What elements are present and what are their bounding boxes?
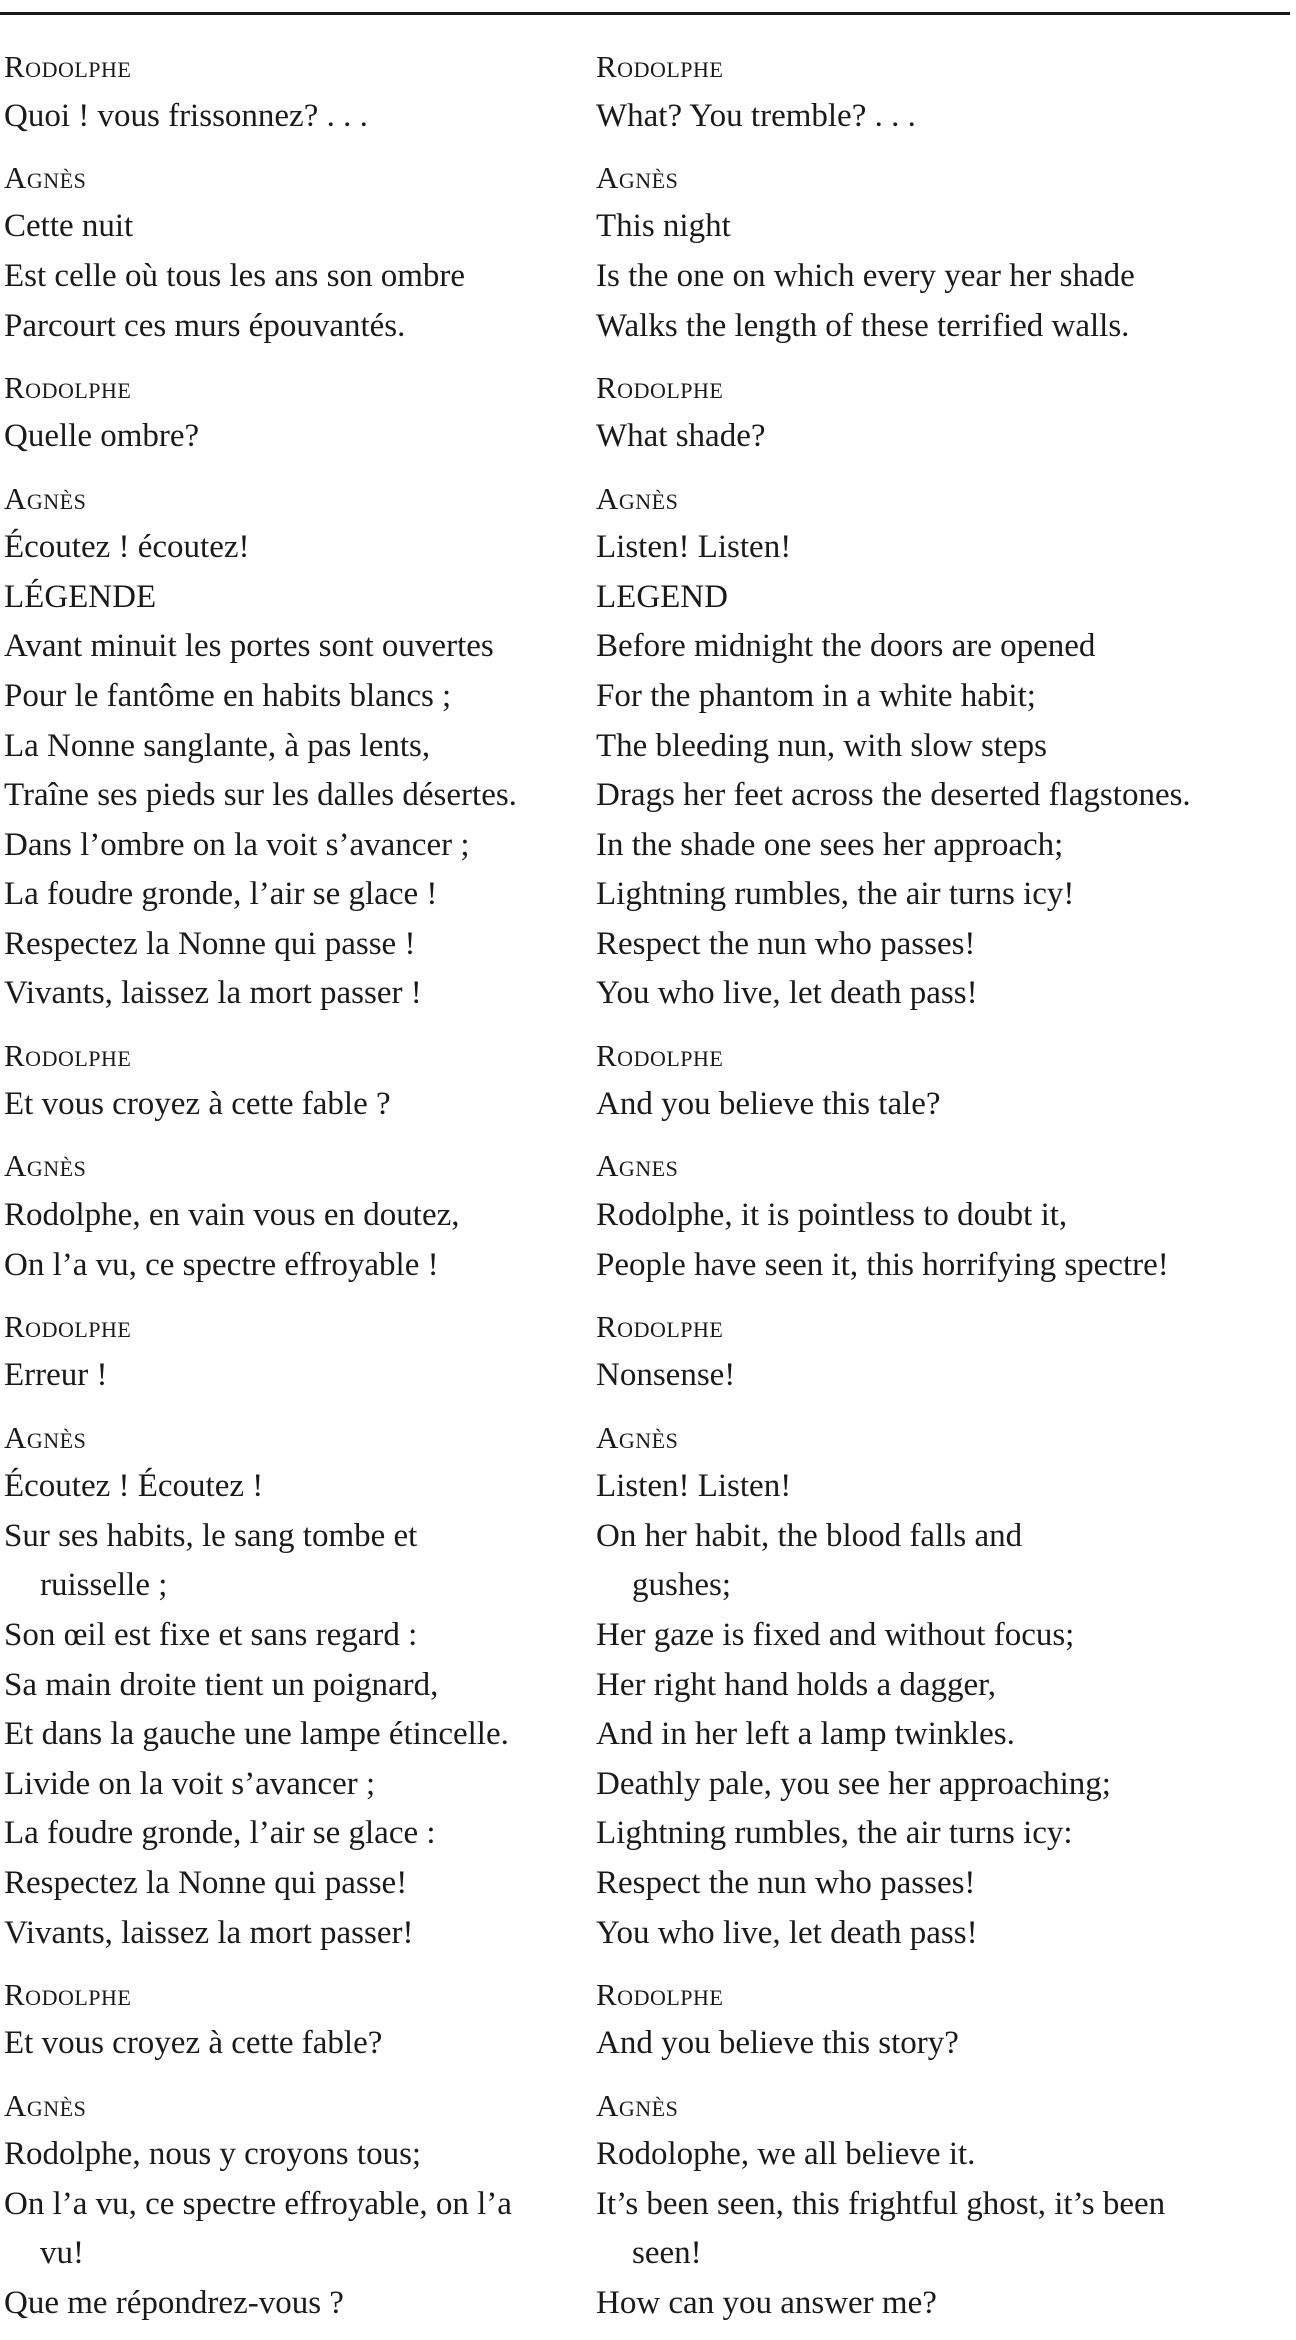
speech-block — [4, 474, 584, 1020]
verse-line: How can you answer me? — [596, 2284, 937, 2321]
verse-line: Respect the nun who passes! — [596, 925, 976, 962]
verse-line: Écoutez ! écoutez! — [4, 529, 250, 566]
verse-line: Sur ses habits, le sang tombe et — [4, 1517, 418, 1554]
verse-line: Avant minuit les portes sont ouvertes — [4, 628, 494, 665]
speech-block — [596, 1970, 1286, 2069]
verse-line: Her right hand holds a dagger, — [596, 1666, 997, 1703]
verse-line: Respectez la Nonne qui passe! — [4, 1864, 408, 1901]
verse-line: Rodolphe, en vain vous en doutez, — [4, 1197, 460, 1234]
speaker-name: Rodolphe — [4, 1308, 132, 1344]
speech-block — [4, 1413, 584, 1959]
verse-line: Que me répondrez-vous ? — [4, 2284, 344, 2321]
speaker-name: Agnès — [4, 159, 87, 195]
speaker-name: Rodolphe — [4, 369, 132, 405]
verse-line: Et dans la gauche une lampe étincelle. — [4, 1716, 509, 1753]
verse-line: Sa main droite tient un poignard, — [4, 1666, 439, 1703]
speaker-name: Rodolphe — [596, 1976, 724, 2012]
speech-block — [596, 474, 1286, 1020]
speech-block — [596, 1031, 1286, 1130]
speech-block — [4, 153, 584, 351]
speaker-name: Rodolphe — [4, 1976, 132, 2012]
speaker-name: Agnes — [596, 1148, 679, 1184]
speech-block — [4, 2081, 584, 2329]
verse-line: Vivants, laissez la mort passer! — [4, 1914, 414, 1951]
verse-line: In the shade one sees her approach; — [596, 826, 1064, 863]
verse-line: Respect the nun who passes! — [596, 1864, 976, 1901]
speaker-name: Rodolphe — [596, 369, 724, 405]
french-column — [4, 42, 584, 2340]
verse-line: Erreur ! — [4, 1357, 108, 1394]
verse-line: Listen! Listen! — [596, 1468, 792, 1505]
speaker-name: Rodolphe — [596, 1308, 724, 1344]
speech-block — [596, 1413, 1286, 1959]
speech-block — [4, 1970, 584, 2069]
verse-line: On l’a vu, ce spectre effroyable ! — [4, 1246, 439, 1283]
speaker-name: Agnès — [596, 480, 679, 516]
verse-line: LÉGENDE — [4, 578, 157, 615]
verse-line: La foudre gronde, l’air se glace ! — [4, 876, 438, 913]
speech-block — [4, 42, 584, 141]
verse-line: seen! — [632, 2235, 702, 2272]
speech-block — [4, 1031, 584, 1130]
speech-block — [596, 1141, 1286, 1290]
speech-block — [4, 1141, 584, 1290]
speaker-name: Agnès — [596, 2087, 679, 2123]
verse-line: Her gaze is fixed and without focus; — [596, 1616, 1075, 1653]
speech-block — [596, 153, 1286, 351]
verse-line: For the phantom in a white habit; — [596, 677, 1036, 714]
verse-line: You who live, let death pass! — [596, 1914, 978, 1951]
verse-line: Walks the length of these terrified walls. — [596, 307, 1130, 344]
verse-line: People have seen it, this horrifying spectre! — [596, 1246, 1169, 1283]
verse-line: Rodolphe, it is pointless to doubt it, — [596, 1197, 1068, 1234]
verse-line: gushes; — [632, 1567, 731, 1604]
verse-line: Parcourt ces murs épouvantés. — [4, 307, 406, 344]
verse-line: LEGEND — [596, 578, 728, 615]
verse-line: Écoutez ! Écoutez ! — [4, 1468, 264, 1505]
verse-line: It’s been seen, this frightful ghost, it’s been — [596, 2185, 1166, 2222]
verse-line: Lightning rumbles, the air turns icy! — [596, 876, 1075, 913]
verse-line: Rodolphe, nous y croyons tous; — [4, 2136, 422, 2173]
verse-line: ruisselle ; — [40, 1567, 168, 1604]
verse-line: On her habit, the blood falls and — [596, 1517, 1023, 1554]
speaker-name: Rodolphe — [596, 1037, 724, 1073]
verse-line: Livide on la voit s’avancer ; — [4, 1765, 376, 1802]
speech-block — [596, 2081, 1286, 2329]
top-rule — [0, 12, 1290, 15]
speech-block — [4, 1302, 584, 1401]
verse-line: Traîne ses pieds sur les dalles désertes. — [4, 777, 517, 814]
verse-line: And you believe this tale? — [596, 1086, 941, 1123]
verse-line: Listen! Listen! — [596, 529, 792, 566]
speaker-name: Agnès — [4, 1148, 87, 1184]
verse-line: vu! — [40, 2235, 84, 2272]
speech-block — [4, 363, 584, 462]
speaker-name: Agnès — [596, 1419, 679, 1455]
verse-line: What shade? — [596, 418, 766, 455]
verse-line: And in her left a lamp twinkles. — [596, 1716, 1015, 1753]
verse-line: Son œil est fixe et sans regard : — [4, 1616, 418, 1653]
verse-line: The bleeding nun, with slow steps — [596, 727, 1047, 764]
speech-block — [596, 42, 1286, 141]
verse-line: Quoi ! vous frissonnez? . . . — [4, 97, 368, 134]
verse-line: Et vous croyez à cette fable ? — [4, 1086, 391, 1123]
verse-line: Deathly pale, you see her approaching; — [596, 1765, 1111, 1802]
verse-line: Vivants, laissez la mort passer ! — [4, 975, 422, 1012]
speaker-name: Agnès — [4, 2087, 87, 2123]
verse-line: What? You tremble? . . . — [596, 97, 916, 134]
verse-line: Drags her feet across the deserted flagstones. — [596, 777, 1191, 814]
verse-line: Is the one on which every year her shade — [596, 257, 1135, 294]
verse-line: Lightning rumbles, the air turns icy: — [596, 1815, 1073, 1852]
verse-line: Quelle ombre? — [4, 418, 200, 455]
verse-line: Pour le fantôme en habits blancs ; — [4, 677, 452, 714]
speaker-name: Rodolphe — [4, 49, 132, 84]
verse-line: Respectez la Nonne qui passe ! — [4, 925, 416, 962]
speaker-name: Agnès — [4, 480, 87, 516]
verse-line: Nonsense! — [596, 1357, 736, 1394]
verse-line: Cette nuit — [4, 208, 134, 245]
verse-line: La Nonne sanglante, à pas lents, — [4, 727, 431, 764]
speech-block — [596, 1302, 1286, 1401]
english-column — [596, 42, 1286, 2340]
verse-line: On l’a vu, ce spectre effroyable, on l’a — [4, 2185, 512, 2222]
verse-line: Est celle où tous les ans son ombre — [4, 257, 466, 294]
speaker-name: Rodolphe — [4, 1037, 132, 1073]
verse-line: This night — [596, 208, 731, 245]
speaker-name: Agnès — [596, 159, 679, 195]
speech-block — [596, 363, 1286, 462]
speaker-name: Rodolphe — [596, 49, 724, 84]
verse-line: Et vous croyez à cette fable? — [4, 2025, 383, 2062]
verse-line: Dans l’ombre on la voit s’avancer ; — [4, 826, 470, 863]
speaker-name: Agnès — [4, 1419, 87, 1455]
verse-line: La foudre gronde, l’air se glace : — [4, 1815, 436, 1852]
verse-line: Rodolophe, we all believe it. — [596, 2136, 976, 2173]
verse-line: You who live, let death pass! — [596, 975, 978, 1012]
verse-line: And you believe this story? — [596, 2025, 959, 2062]
verse-line: Before midnight the doors are opened — [596, 628, 1096, 665]
